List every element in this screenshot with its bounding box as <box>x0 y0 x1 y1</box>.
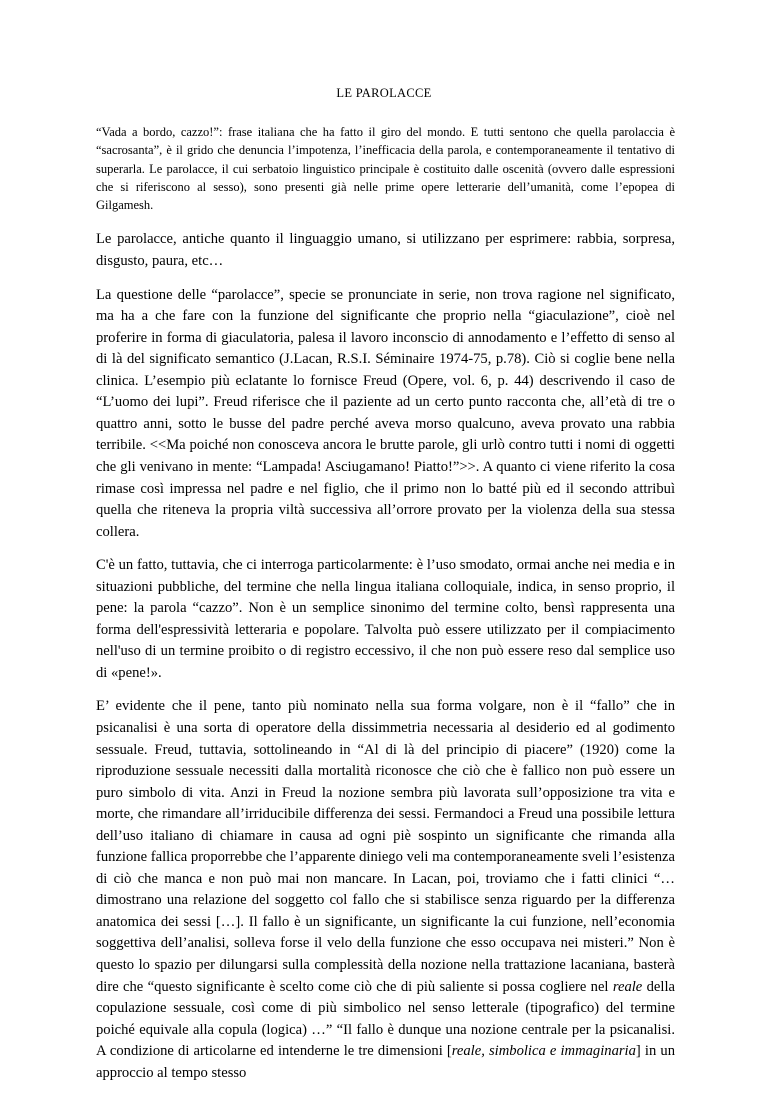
paragraph-3: C'è un fatto, tuttavia, che ci interroga particolarmente: è l’uso smodato, ormai anche nei media e in situazioni pubbliche, del termine che nella lingua italiana colloquiale, indica, in senso proprio, il pene: la parola “cazzo”. Non è un semplice sinonimo del termine colto, bensì rappresenta una forma dell'espressività letteraria e popolare. Talvolta può essere utilizzato per il compiacimento nell'uso di un termine proibito o di registro eccessivo, il che non può essere reso dal semplice uso di «pene!». <box>96 557 675 681</box>
intro-paragraph: “Vada a bordo, cazzo!”: frase italiana che ha fatto il giro del mondo. E tutti sentono che quella parolaccia è “sacrosanta”, è il grido che denuncia l’impotenza, l’inefficacia della parola, e contemporaneamente il tentativo di superarla. Le parolacce, il cui serbatoio linguistico principale è costituito dalle oscenità (ovvero dalle espressioni che si riferiscono al sesso), sono presenti già nelle prime opere letterarie dell’umanità, come l’epopea di Gilgamesh. <box>96 125 675 213</box>
paragraph-4-text-c: ] in un approccio al tempo stesso <box>96 1043 676 1081</box>
paragraph-1: Le parolacce, antiche quanto il linguaggio umano, si utilizzano per esprimere: rabbia, sorpresa, disgusto, paura, etc… <box>96 231 675 270</box>
document-body <box>96 123 675 1096</box>
paragraph-4-text-a: E’ evidente che il pene, tanto più nominato nella sua forma volgare, non è il “fallo” che in psicanalisi è una sorta di operatore della dissimmetria necessaria al desiderio ed al godimento sessuale. Freud, tuttavia, sottolineando in “Al di là del principio di piacere” (1920) come la riproduzione sessuale necessiti dalla mortalità riconosce che ciò che è fallico non può essere un puro simbolo di vita. Anzi in Freud la nozione sembra più lavorata sull’opposizione tra vita e morte, che rimandare all’irriducibile differenza dei sessi. Fermandoci a Freud una possibile lettura dell’uso italiano di chiamare in causa ad ogni piè sospinto un significante che rimanda alla funzione fallica proporrebbe che l’apparente diniego veli ma contemporaneamente sveli l’esistenza di ciò che manca e non può mai non mancare. In Lacan, poi, troviamo che i fatti clinici “…dimostrano una relazione del soggetto col fallo che si stabilisce senza riguardo per la differenza anatomica dei sessi […]. Il fallo è un significante, un significante la cui funzione, nell’economia soggettiva dell’analisi, solleva forse il velo della funzione che esso occupava nei misteri.” Non è questo lo spazio per dilungarsi sulla complessità della nozione nella trattazione lacaniana, basterà dire che “questo significante è scelto come ciò che di più saliente si possa cogliere nel <box>96 698 675 995</box>
document-title: LE PAROLACCE <box>336 86 432 100</box>
paragraph-4 <box>96 696 675 1084</box>
paragraph-4-emphasis-reale: reale <box>612 978 643 995</box>
paragraph-4-emphasis-dimensions: reale, simbolica e immaginaria <box>451 1043 636 1060</box>
paragraph-2: La questione delle “parolacce”, specie se pronunciate in serie, non trova ragione nel significato, ma ha a che fare con la funzione del significante che proprio nella “giaculazione”, cioè nel proferire in forma di giaculatoria, palesa il lavoro inconscio di annodamento e l’effetto di senso al di là del significato semantico (J.Lacan, R.S.I. Séminaire 1974-75, p.78). Ciò si coglie bene nella clinica. L’esempio più eclatante lo fornisce Freud (Opere, vol. 6, p. 44) descrivendo il caso de “L’uomo dei lupi”. Freud riferisce che il paziente ad un certo punto racconta che, all’età di tre o quattro anni, sotto le busse del padre perché aveva morso qualcuno, aveva provato una rabbia terribile. <<Ma poiché non conosceva ancora le brutte parole, gli urlò contro tutti i nomi di oggetti che gli venivano in mente: “Lampada! Asciugamano! Piatto!”>>. A quanto ci viene riferito la cosa rimase così impressa nel padre e nel figlio, che il primo non lo batté più ed il secondo attribuì quella che riteneva la propria viltà successiva all’orrore provato per la violenza della sua stessa collera. <box>96 286 675 540</box>
paragraph-4-text-b: della copulazione sessuale, così come di più simbolico nel senso letterale (tipografico) del termine poiché equivale alla copula (logica) …” “Il fallo è dunque una nozione centrale per la psicanalisi. A condizione di articolarne ed intenderne le tre dimensioni [ <box>96 978 675 1060</box>
